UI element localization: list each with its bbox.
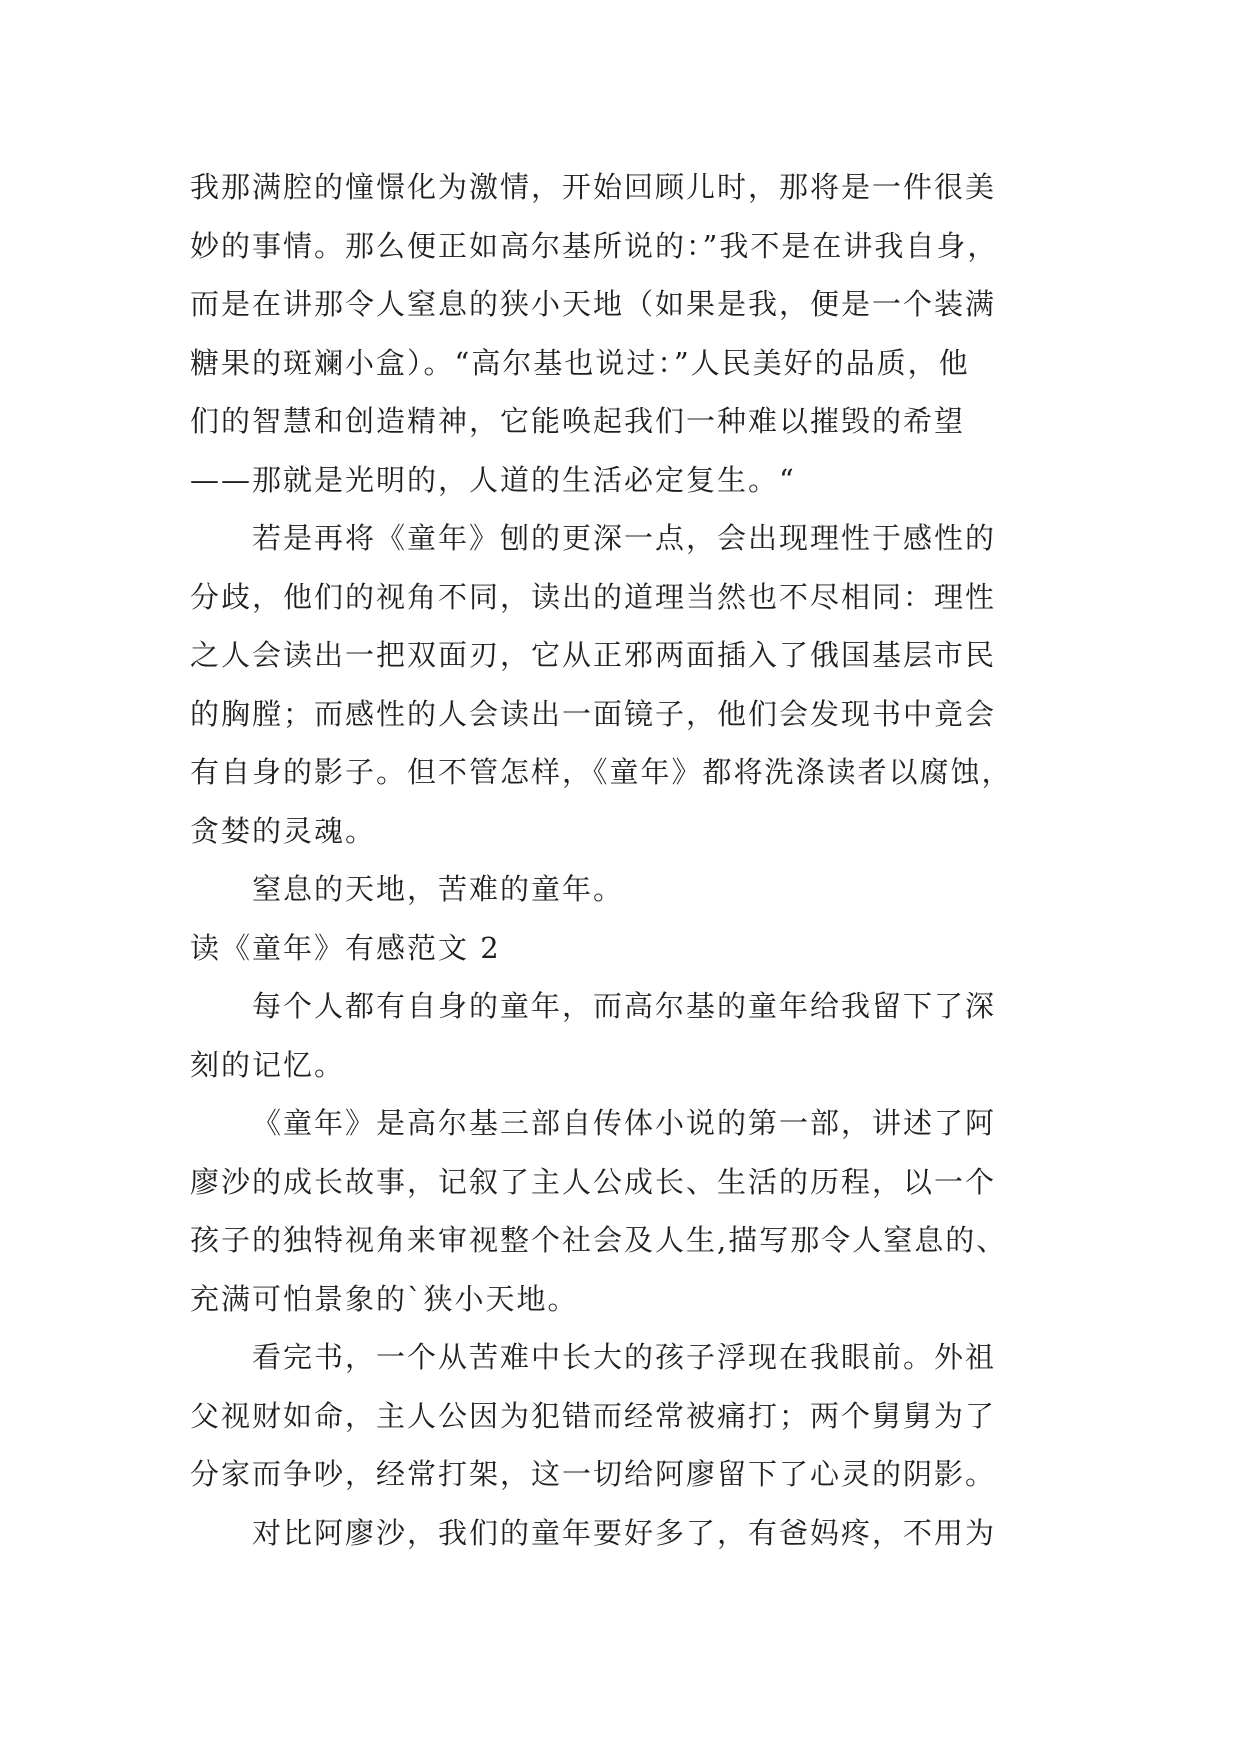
section-heading: 读《童年》有感范文 2 [190,930,501,965]
text-line: 父视财如命，主人公因为犯错而经常被痛打；两个舅舅为了 [190,1398,997,1433]
text-line: 分家而争吵，经常打架，这一切给阿廖留下了心灵的阴影。 [190,1457,997,1491]
text-line: 的胸膛；而感性的人会读出一面镜子，他们会发现书中竟会 [190,696,997,731]
text-line: 之人会读出一把双面刃，它从正邪两面插入了俄国基层市民 [190,638,997,672]
paragraph-start-line: 对比阿廖沙，我们的童年要好多了，有爸妈疼，不用为 [252,1515,997,1550]
document-body [190,158,1070,1562]
paragraph-start-line: 每个人都有自身的童年，而高尔基的童年给我留下了深 [252,989,997,1023]
text-line: 们的智慧和创造精神，它能唤起我们一种难以摧毁的希望 [190,404,966,438]
text-line: 有自身的影子。但不管怎样，《童年》都将洗涤读者以腐蚀， [190,755,1013,789]
text-line: 妙的事情。那么便正如高尔基所说的：”我不是在讲我自身， [190,228,999,263]
paragraph-start-line: 若是再将《童年》刨的更深一点，会出现理性于感性的 [252,521,997,555]
text-line: 我那满腔的憧憬化为激情，开始回顾儿时，那将是一件很美 [190,170,997,204]
text-line: 而是在讲那令人窒息的狭小天地（如果是我，便是一个装满 [190,287,997,321]
text-line: 糖果的斑斓小盒）。“高尔基也说过：”人民美好的品质，他 [190,345,970,380]
text-line: 廖沙的成长故事，记叙了主人公成长、生活的历程，以一个 [190,1164,997,1199]
text-line: 贪婪的灵魂。 [190,813,377,848]
paragraph-start-line: 看完书，一个从苦难中长大的孩子浮现在我眼前。外祖 [252,1340,997,1374]
text-line: 分歧，他们的视角不同，读出的道理当然也不尽相同：理性 [190,579,997,614]
text-line: ——那就是光明的，人道的生活必定复生。“ [190,462,796,497]
text-line: 刻的记忆。 [190,1047,346,1082]
text-line: 充满可怕景象的`狭小天地。 [190,1281,579,1316]
paragraph-start-line: 窒息的天地，苦难的童年。 [252,872,625,906]
text-line: 孩子的独特视角来审视整个社会及人生,描写那令人窒息的、 [190,1223,1008,1257]
paragraph-start-line: 《童年》是高尔基三部自传体小说的第一部，讲述了阿 [252,1106,997,1140]
